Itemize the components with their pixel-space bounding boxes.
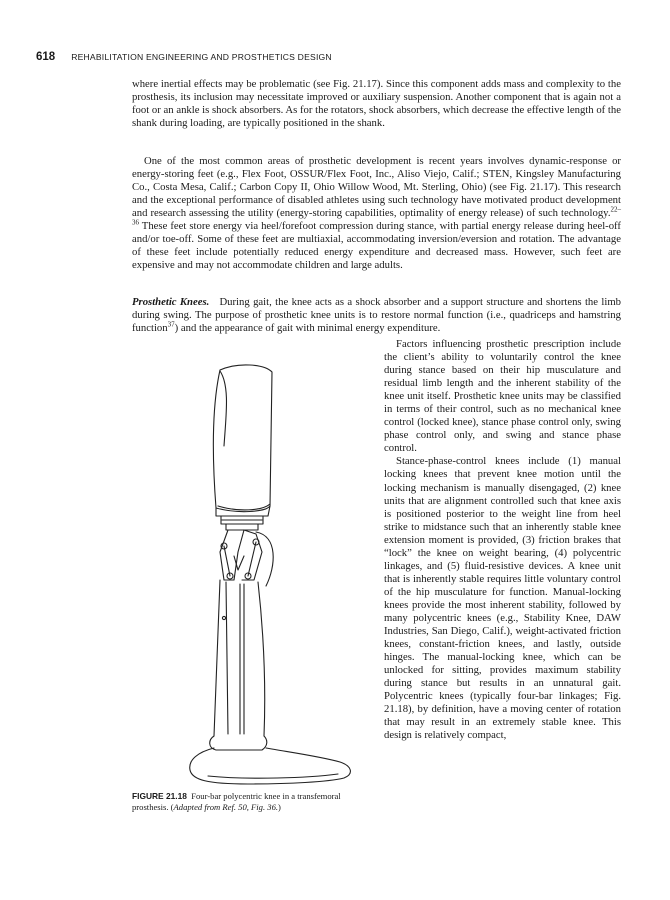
caption-source: Adapted from Ref. 50, Fig. 36. [173,802,279,812]
paragraph-shock-absorbers [132,78,621,130]
caption-text: Four-bar polycentric knee in a transfemoral prosthesis. ( [132,791,341,812]
paragraph-text-b: These feet store energy via heel/forefoot compression during stance, with partial energy release during heel-off and/or toe-off. Some of these feet are multiaxial, accommodating inversion/eversion and rotation. The advantage of these feet include potentially reduced energy expenditure and decreased mass. However, such feet are expensive and may not accommodate children and large adults. [132,220,621,272]
paragraph-text-a: During gait, the knee acts as a shock absorber and a support structure and shortens the limb during swing. The purpose of prosthetic knee units is to restore normal function (i.e., quadriceps and hamstring function [132,296,621,335]
figure-caption [132,791,362,813]
running-head-title: REHABILITATION ENGINEERING AND PROSTHETICS DESIGN [71,52,332,62]
paragraph-text-b: ) and the appearance of gait with minimal energy expenditure. [174,322,441,335]
paragraph-text: where inertial effects may be problematic (see Fig. 21.17). Since this component adds mass and complexity to the prosthesis, its inclusion may necessitate improved or auxiliary suspension. Another component that is again not a foot or an ankle is shock absorbers. As for the rotators, shock absorbers, which decrease the effective length of the shank during loading, are typically positioned in the shank. [132,78,621,130]
section-prosthetic-knees [132,296,621,335]
prosthetic-leg-line-drawing-icon [168,356,378,796]
paragraph-text [132,155,621,272]
citation-superscript: 37 [167,320,175,329]
paragraph-knee-prescription: Factors influencing prosthetic prescription include the client’s ability to voluntarily control the knee during stance based on their hip musculature and residual limb length and the inherent stability of the knee unit itself. Prosthetic knee units may be classified in terms of their control, such as no mechanical knee control (locked knee), stance phase control only, swing phase control only, and swing and stance phase control. [384,338,621,455]
paragraph-text-a: One of the most common areas of prosthetic development is recent years involves dynamic-response or energy-storing feet (e.g., Flex Foot, OSSUR/Flex Foot, Inc., Aliso Viejo, Calif.; STEN, Kingsley Manufacturing Co., Costa Mesa, Calif.; Carbon Copy II, Ohio Willow Wood, Mt. Sterling, Ohio) (see Fig. 21.17). This research and the exceptional performance of disabled athletes using such technology have motivated product development and research assessing the utility (energy-storing capabilities, optimality of energy release) of such technology. [132,155,621,220]
citation-superscript: 22–36 [132,205,621,227]
caption-end: ) [278,802,281,812]
running-header [36,47,636,61]
section-heading: Prosthetic Knees. [132,296,210,308]
figure-prosthetic-leg [168,356,378,796]
paragraph-energy-storing-feet [132,155,621,272]
paragraph-text [132,296,621,335]
paragraph-stance-phase-control: Stance-phase-control knees include (1) manual locking knees that prevent knee motion until the locking mechanism is manually disengaged, (2) knee units that are alignment controlled such that knee axis is positioned posterior to the weight line from heel strike to midstance such that an inherently stable knee extension moment is provided, (3) friction brakes that “lock” the knee on weight bearing, (4) polycentric linkages, and (5) fluid-resistive devices. A knee unit that is inherently stable requires little voluntary control of the hip musculature for function. Manual-locking knees provide the most inherent stability, followed by many polycentric knees (e.g., Stability Knee, DAW Industries, San Diego, Calif.), weight-activated friction knees, constant-friction knees, and lastly, outside hinges. The manual-locking knee, which can be unlocked for sitting, provides maximum stability during stance but results in an unnatural gait. Polycentric knees (typically four-bar linkages; Fig. 21.18), by definition, have a moving center of rotation that may result in an extremely stable knee. This design is relatively compact, [384,455,621,742]
page-number: 618 [36,51,56,63]
right-column-text [384,338,621,742]
figure-label: FIGURE 21.18 [132,791,187,801]
